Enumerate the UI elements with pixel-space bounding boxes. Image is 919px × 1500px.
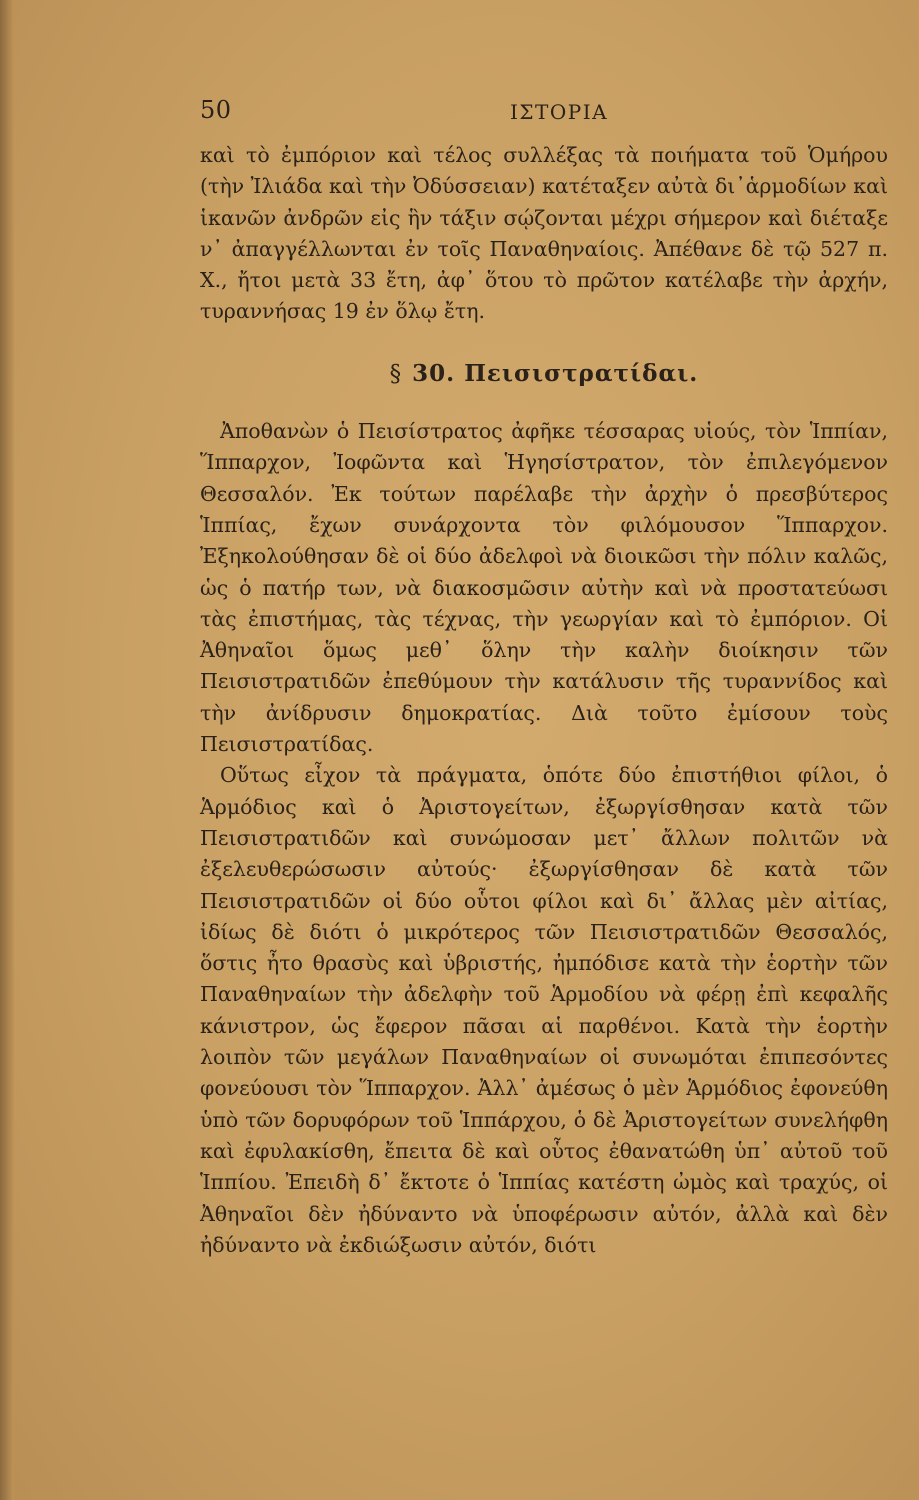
section-title: Πεισιστρατίδαι. xyxy=(464,359,699,387)
section-sign: § xyxy=(389,360,403,387)
page-number: 50 xyxy=(200,96,232,124)
running-title: ΙΣΤΟΡΙΑ xyxy=(510,100,609,124)
body-text xyxy=(200,140,888,1261)
paragraph-1: Ἀποθανὼν ὁ Πεισίστρατος ἀφῆκε τέσσαρας υἱούς, τὸν Ἱππίαν, Ἵππαρχον, Ἰοφῶντα καὶ Ἡγησίστρατον, τὸν ἐπιλεγόμενον Θεσσαλόν. Ἐκ τούτων παρέλαβε τὴν ἀρχὴν ὁ πρεσβύτερος Ἱππίας, ἔχων συνάρχοντα τὸν φιλόμουσον Ἵππαρχον. Ἐξηκολούθησαν δὲ οἱ δύο ἀδελφοὶ νὰ διοικῶσι τὴν πόλιν καλῶς, ὡς ὁ πατήρ των, νὰ διακοσμῶσιν αὐτὴν καὶ νὰ προστατεύωσι τὰς ἐπιστήμας, τὰς τέχνας, τὴν γεωργίαν καὶ τὸ ἐμπόριον. Οἱ Ἀθηναῖοι ὅμως μεθ᾽ ὅλην τὴν καλὴν διοίκησιν τῶν Πεισιστρατιδῶν ἐπεθύμουν τὴν κατάλυσιν τῆς τυραννίδος καὶ τὴν ἀνίδρυσιν δημοκρατίας. Διὰ τοῦτο ἐμίσουν τοὺς Πεισιστρατίδας. xyxy=(200,419,888,757)
section-heading xyxy=(200,358,888,390)
page-header xyxy=(200,96,879,136)
paragraph-continued: καὶ τὸ ἐμπόριον καὶ τέλος συλλέξας τὰ ποιήματα τοῦ Ὁμήρου (τὴν Ἰλιάδα καὶ τὴν Ὀδύσσειαν) κατέταξεν αὐτὰ δι᾽ἁρμοδίων καὶ ἱκανῶν ἀνδρῶν εἰς ἣν τάξιν σῴζονται μέχρι σήμερον καὶ διέταξε ν᾽ ἀπαγγέλλωνται ἐν τοῖς Παναθηναίοις. Ἀπέθανε δὲ τῷ 527 π. Χ., ἤτοι μετὰ 33 ἔτη, ἀφ᾽ ὅτου τὸ πρῶτον κατέλαβε τὴν ἀρχήν, τυραννήσας 19 ἐν ὅλῳ ἔτη. xyxy=(200,143,888,324)
section-number: 30. xyxy=(412,359,456,387)
paragraph-2: Οὕτως εἶχον τὰ πράγματα, ὁπότε δύο ἐπιστήθιοι φίλοι, ὁ Ἁρμόδιος καὶ ὁ Ἀριστογείτων, ἐξωργίσθησαν κατὰ τῶν Πεισιστρατιδῶν καὶ συνώμοσαν μετ᾽ ἄλλων πολιτῶν νὰ ἐξελευθερώσωσιν αὐτούς· ἐξωργίσθησαν δὲ κατὰ τῶν Πεισιστρατιδῶν οἱ δύο οὗτοι φίλοι καὶ δι᾽ ἄλλας μὲν αἰτίας, ἰδίως δὲ διότι ὁ μικρότερος τῶν Πεισιστρατιδῶν Θεσσαλός, ὅστις ἦτο θρασὺς καὶ ὑβριστής, ἠμπόδισε κατὰ τὴν ἑορτὴν τῶν Παναθηναίων τὴν ἀδελφὴν τοῦ Ἁρμοδίου νὰ φέρῃ ἐπὶ κεφαλῆς κάνιστρον, ὡς ἔφερον πᾶσαι αἱ παρθένοι. Κατὰ τὴν ἑορτὴν λοιπὸν τῶν μεγάλων Παναθηναίων οἱ συνωμόται ἐπιπεσόντες φονεύουσι τὸν Ἵππαρχον. Ἀλλ᾽ ἀμέσως ὁ μὲν Ἁρμόδιος ἐφονεύθη ὑπὸ τῶν δορυφόρων τοῦ Ἱππάρχου, ὁ δὲ Ἀριστογείτων συνελήφθη καὶ ἐφυλακίσθη, ἔπειτα δὲ καὶ οὗτος ἐθανατώθη ὑπ᾽ αὐτοῦ τοῦ Ἱππίου. Ἐπειδὴ δ᾽ ἔκτοτε ὁ Ἱππίας κατέστη ὠμὸς καὶ τραχύς, οἱ Ἀθηναῖοι δὲν ἠδύναντο νὰ ὑποφέρωσιν αὐτόν, ἀλλὰ καὶ δὲν ἠδύναντο νὰ ἐκδιώξωσιν αὐτόν, διότι xyxy=(200,763,888,1257)
page-gutter-shadow xyxy=(0,0,14,1500)
